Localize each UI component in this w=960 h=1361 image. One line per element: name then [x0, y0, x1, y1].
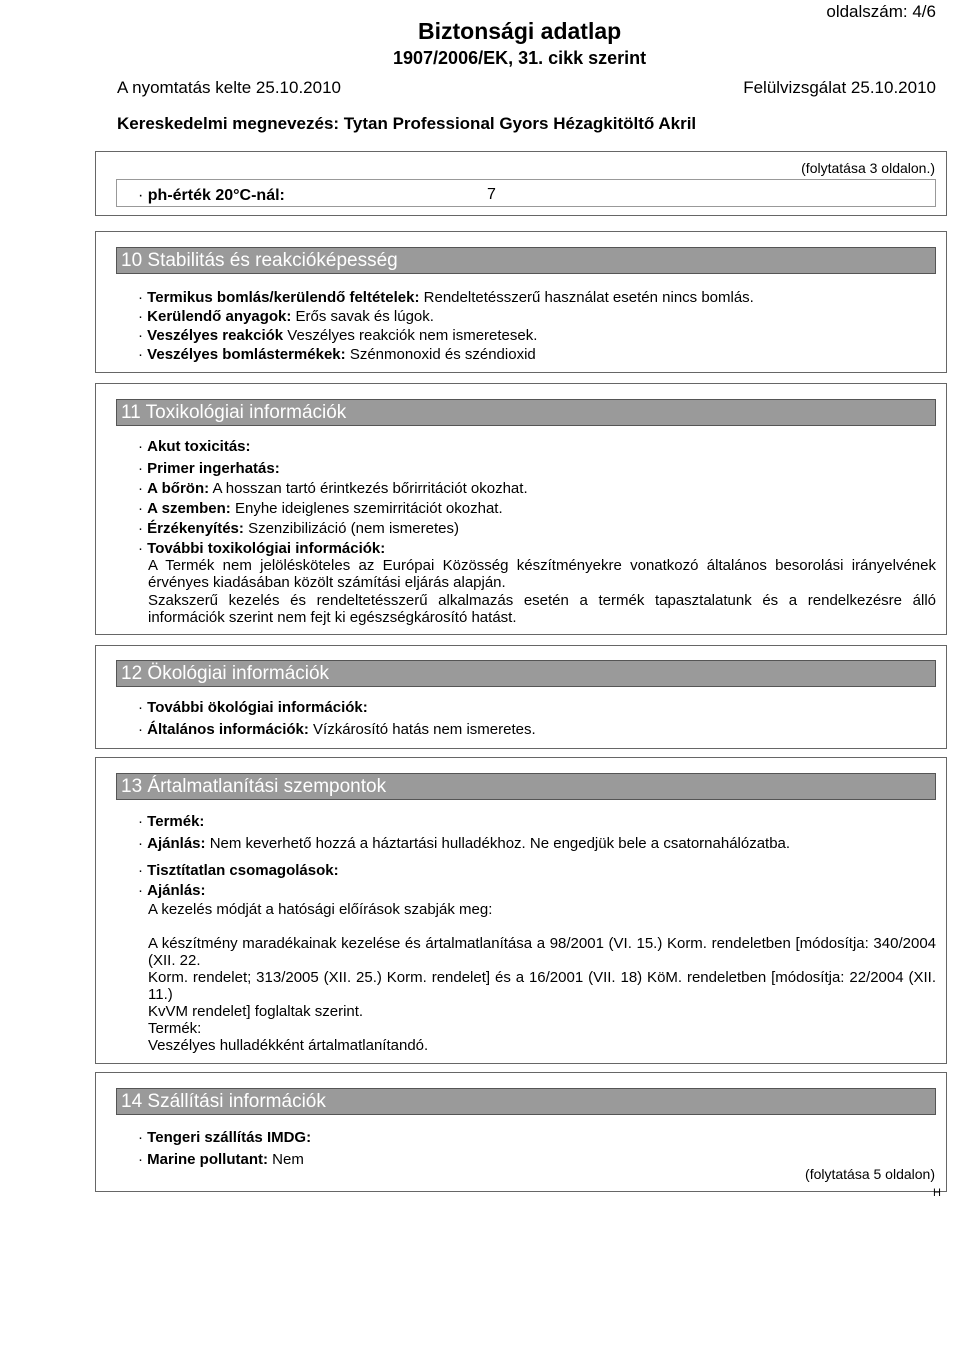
s13-recommendation-1: · Ajánlás: Nem keverhető hozzá a háztartási hulladékhoz. Ne engedjük bele a csatornahálózatba.: [138, 835, 791, 852]
section-11-title: 11 Toxikológiai információk: [116, 399, 936, 426]
s11-skin: · A bőrön: A hosszan tartó érintkezés bőrirritációt okozhat.: [138, 480, 528, 497]
s13-packaging: · Tisztítatlan csomagolások:: [138, 862, 339, 879]
section-13-title: 13 Ártalmatlanítási szempontok: [116, 773, 936, 800]
s14-marine: · Marine pollutant: Nem: [138, 1151, 304, 1168]
continued-to-note: (folytatása 5 oldalon): [805, 1166, 935, 1182]
document-title: Biztonsági adatlap: [418, 18, 622, 44]
s11-primary: · Primer ingerhatás:: [138, 460, 280, 477]
s13-paragraph-1: A készítmény maradékainak kezelése és ártalmatlanítása a 98/2001 (VI. 15.) Korm. rendeletben [módosítja: 340/2004 (XII. 22.: [148, 935, 936, 969]
section-14-title: 14 Szállítási információk: [116, 1088, 936, 1115]
revision-date: Felülvizsgálat 25.10.2010: [743, 78, 936, 97]
s10-item-2: · Kerülendő anyagok: Erős savak és lúgok.: [138, 308, 434, 325]
s10-item-1: · Termikus bomlás/kerülendő feltételek: Rendeltetésszerű használat esetén nincs bomlás.: [138, 289, 754, 306]
s13-line-3: KvVM rendelet] foglaltak szerint.: [148, 1003, 364, 1020]
continued-from-note: (folytatása 3 oldalon.): [801, 160, 935, 176]
s13-intro: A kezelés módját a hatósági előírások szabják meg:: [148, 901, 493, 918]
section-10-title: 10 Stabilitás és reakcióképesség: [116, 247, 936, 274]
s10-item-4: · Veszélyes bomlástermékek: Szénmonoxid és széndioxid: [138, 346, 536, 363]
s13-paragraph-2: Korm. rendelet; 313/2005 (XII. 25.) Korm. rendelet] és a 16/2001 (VII. 18) KöM. rendeletben [módosítja: 22/2004 (XII. 11.): [148, 969, 936, 1003]
ph-label: ph-érték 20°C-nál:: [147, 187, 285, 204]
document-subtitle: 1907/2006/EK, 31. cikk szerint: [393, 48, 647, 68]
s13-line-4: Termék:: [148, 1020, 202, 1037]
s11-eye: · A szemben: Enyhe ideiglenes szemirritációt okozhat.: [138, 500, 503, 517]
page-number: oldalszám: 4/6: [826, 2, 936, 21]
s13-recommendation-2: · Ajánlás:: [138, 882, 206, 899]
section-12-title: 12 Ökológiai információk: [116, 660, 936, 687]
s13-line-5: Veszélyes hulladékként ártalmatlanítandó.: [148, 1037, 429, 1054]
s14-imdg: · Tengeri szállítás IMDG:: [138, 1129, 312, 1146]
s11-paragraph-2: Szakszerű kezelés és rendeltetésszerű alkalmazás esetén a termék tapasztalatunk és a rendelkezésre álló információk szerint nem fejt ki egészségkárosító hatást.: [148, 592, 936, 626]
ph-value: 7: [487, 186, 496, 203]
ph-label-row: · ph-érték 20°C-nál:: [138, 187, 285, 204]
s10-item-3: · Veszélyes reakciók Veszélyes reakciók nem ismeretesek.: [138, 327, 538, 344]
print-date: A nyomtatás kelte 25.10.2010: [117, 78, 341, 97]
s11-paragraph-1: A Termék nem jelölésköteles az Európai Közösség készítményekre vonatkozó általános besorolási irányelvének érvényes kiadásában közölt számítási eljárás alapján.: [148, 557, 936, 591]
s12-general: · Általános információk: Vízkárosító hatás nem ismeretes.: [138, 721, 536, 738]
s11-acute: · Akut toxicitás:: [138, 438, 251, 455]
s13-product: · Termék:: [138, 813, 205, 830]
s11-sensitization: · Érzékenyítés: Szenzibilizáció (nem ismeretes): [138, 520, 459, 537]
footer-mark: H: [933, 1187, 941, 1199]
trade-name: Kereskedelmi megnevezés: Tytan Professional Gyors Hézagkitöltő Akril: [117, 114, 697, 133]
s11-more: · További toxikológiai információk:: [138, 540, 386, 557]
s12-more: · További ökológiai információk:: [138, 699, 368, 716]
